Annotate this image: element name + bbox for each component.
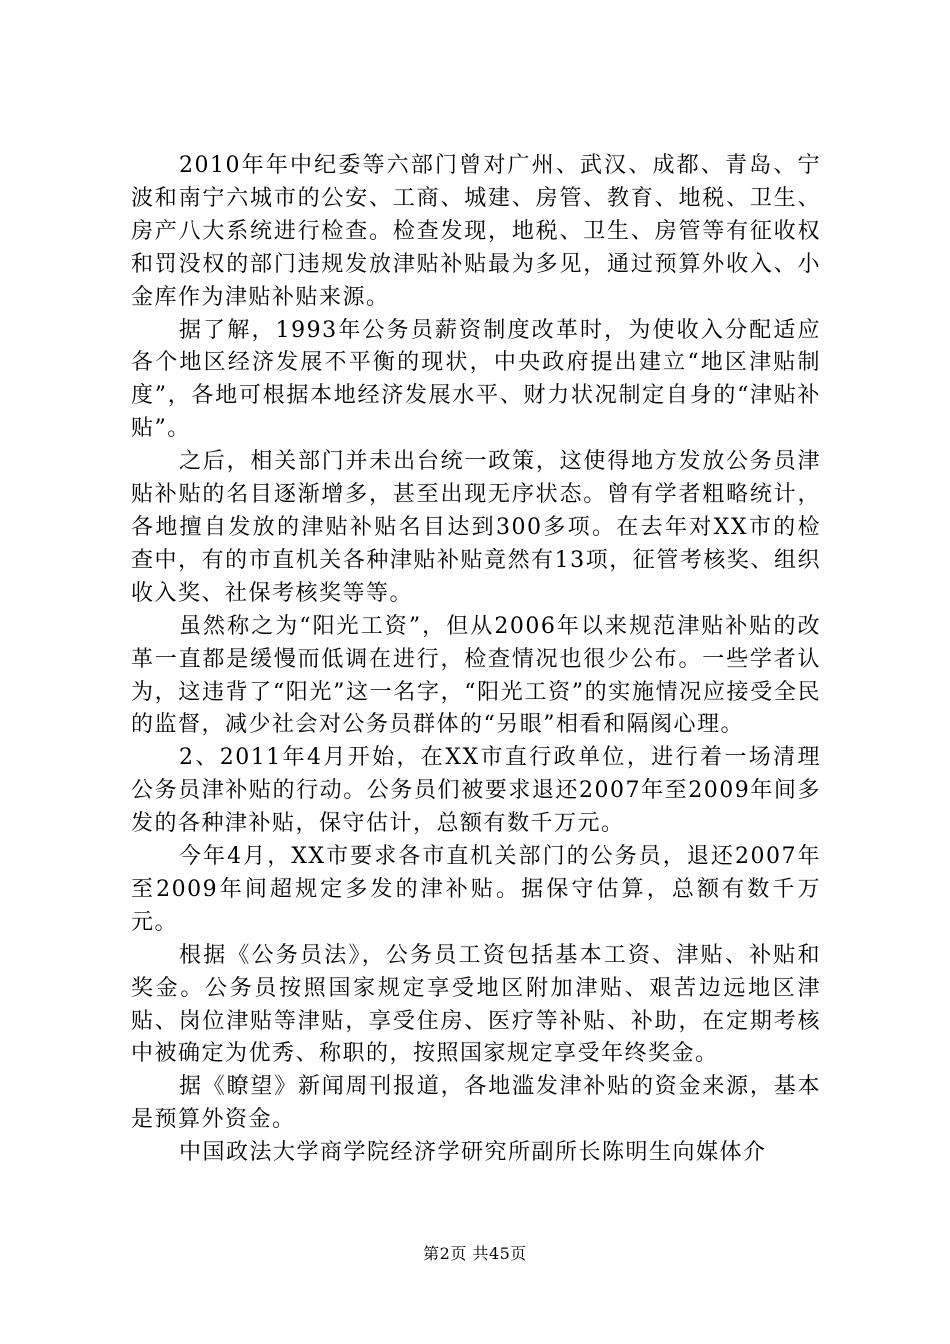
paragraph-8: 据《瞭望》新闻周刊报道，各地滥发津补贴的资金来源，基本是预算外资金。 [131, 1074, 821, 1133]
paragraph-4: 虽然称之为“阳光工资”，但从2006年以来规范津贴补贴的改革一直都是缓慢而低调在进行，检查情况也很少公布。一些学者认为，这违背了“阳光”这一名字，“阳光工资”的实施情况应接受全民的监督，减少社会对公务员群体的“另眼”相看和隔阂心理。 [131, 613, 821, 738]
paragraph-6: 今年4月，XX市要求各市直机关部门的公务员，退还2007年至2009年间超规定多发的津补贴。据保守估算，总额有数千万元。 [131, 844, 821, 935]
paragraph-1: 2010年年中纪委等六部门曾对广州、武汉、成都、青岛、宁波和南宁六城市的公安、工商、城建、房管、教育、地税、卫生、房产八大系统进行检查。检查发现，地税、卫生、房管等有征收权和罚没权的部门违规发放津贴补贴最为多见，通过预算外收入、小金库作为津贴补贴来源。 [131, 153, 821, 310]
paragraph-5: 2、2011年4月开始，在XX市直行政单位，进行着一场清理公务员津补贴的行动。公务员们被要求退还2007年至2009年间多发的各种津补贴，保守估计，总额有数千万元。 [131, 745, 821, 837]
page-footer [0, 1243, 950, 1265]
page-number-label: 第2页 共45页 [423, 1244, 527, 1263]
document-body [131, 150, 821, 1170]
paragraph-7: 根据《公务员法》，公务员工资包括基本工资、津贴、补贴和奖金。公务员按照国家规定享受地区附加津贴、艰苦边远地区津贴、岗位津贴等津贴，享受住房、医疗等补贴、补助，在定期考核中被确定为优秀、称职的，按照国家规定享受年终奖金。 [131, 942, 821, 1067]
paragraph-3: 之后，相关部门并未出台统一政策，这使得地方发放公务员津贴补贴的名目逐渐增多，甚至出现无序状态。曾有学者粗略统计，各地擅自发放的津贴补贴名目达到300多项。在去年对XX市的检查中，有的市直机关各种津贴补贴竟然有13项，征管考核奖、组织收入奖、社保考核奖等等。 [131, 449, 821, 606]
paragraph-2: 据了解，1993年公务员薪资制度改革时，为使收入分配适应各个地区经济发展不平衡的现状，中央政府提出建立“地区津贴制度”，各地可根据本地经济发展水平、财力状况制定自身的“津贴补贴”。 [131, 317, 821, 442]
paragraph-9: 中国政法大学商学院经济学研究所副所长陈明生向媒体介 [179, 1140, 767, 1166]
